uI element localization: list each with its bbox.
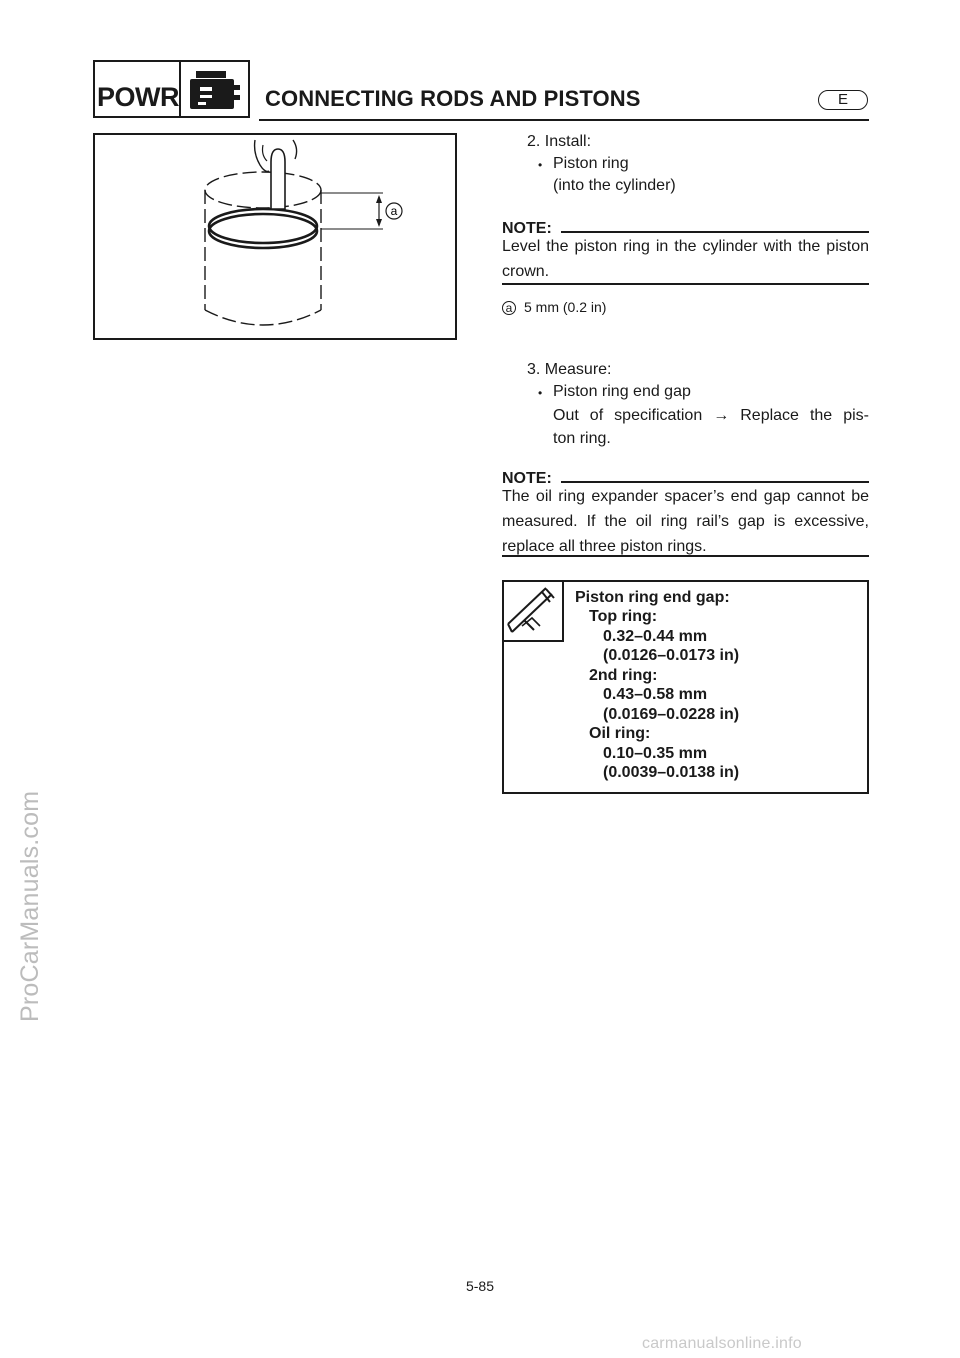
section-code: POWR	[95, 62, 181, 116]
legend-marker: a	[502, 299, 516, 317]
spec-top-label: Top ring:	[589, 608, 658, 625]
note1-label: NOTE:	[502, 220, 552, 237]
step3-line2: ton ring.	[553, 430, 611, 447]
spec-second-in: (0.0169–0.0228 in)	[603, 706, 740, 723]
figure-frame	[93, 133, 457, 340]
spec-top-in: (0.0126–0.0173 in)	[603, 647, 740, 664]
page-title: CONNECTING RODS AND PISTONS	[265, 86, 641, 111]
spec-top-mm: 0.32–0.44 mm	[603, 628, 708, 645]
spec-title: Piston ring end gap:	[575, 589, 730, 606]
spec-second-label: 2nd ring:	[589, 667, 658, 684]
spec-second-mm: 0.43–0.58 mm	[603, 686, 708, 703]
spec-oil-in: (0.0039–0.0138 in)	[603, 764, 740, 781]
engine-block-icon	[181, 62, 248, 116]
note2-label: NOTE:	[502, 470, 552, 487]
caliper-icon	[502, 580, 564, 642]
title-rule	[259, 119, 869, 121]
page-number: 5-85	[465, 1278, 495, 1294]
spec-oil-mm: 0.10–0.35 mm	[603, 745, 708, 762]
spec-oil-label: Oil ring:	[589, 725, 651, 742]
note2-bottom-rule	[502, 555, 869, 557]
bullet-dot: •	[538, 158, 543, 172]
step2-item-detail: (into the cylinder)	[553, 177, 676, 194]
note1-bottom-rule	[502, 283, 869, 285]
note2-text: The oil ring expander spacer’s end gap cannot be measured. If the oil ring rail’s gap is excessive, replace all three piston rings.	[502, 488, 869, 555]
note1-text: Level the piston ring in the cylinder with the piston crown.	[502, 238, 869, 280]
legend-text: 5 mm (0.2 in)	[524, 299, 607, 315]
note1-rule	[561, 231, 869, 233]
bullet-dot: •	[538, 386, 543, 400]
step2-item: Piston ring	[553, 155, 629, 172]
section-badge	[93, 60, 250, 118]
step2-heading: 2. Install:	[527, 133, 592, 150]
step3-item: Piston ring end gap	[553, 383, 691, 400]
step3-line1: Out of specification → Replace the pis-	[553, 407, 869, 424]
step3-heading: 3. Measure:	[527, 361, 612, 378]
callout-a: a	[390, 204, 398, 218]
bottom-watermark: carmanualsonline.info	[642, 1335, 802, 1352]
side-watermark: ProCarManuals.com	[16, 790, 44, 1022]
language-badge: E	[818, 90, 868, 110]
piston-ring-illustration	[95, 135, 455, 338]
note2-rule	[561, 481, 869, 483]
